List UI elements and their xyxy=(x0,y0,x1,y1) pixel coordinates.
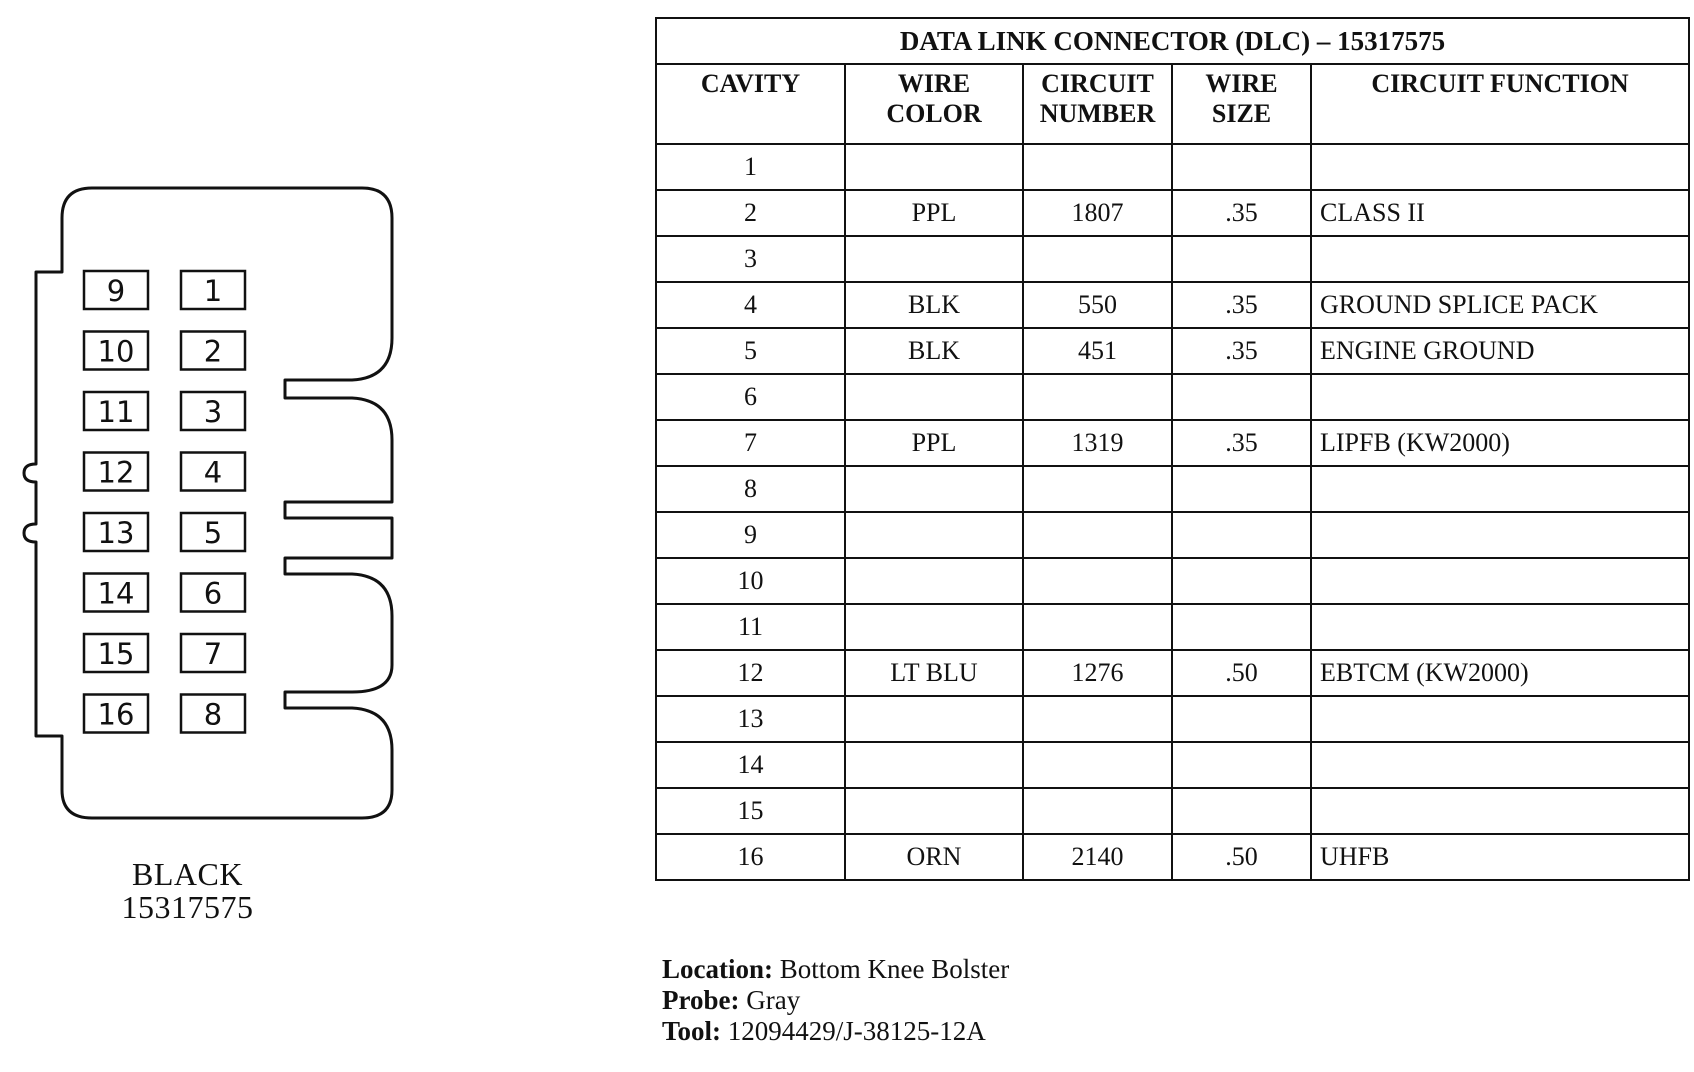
cavity-cell: 3 xyxy=(656,236,845,282)
wire-size-cell: .35 xyxy=(1172,420,1311,466)
circuit-function-cell: ENGINE GROUND xyxy=(1311,328,1689,374)
wire-size-cell xyxy=(1172,374,1311,420)
wire-color-cell xyxy=(845,512,1023,558)
table-row xyxy=(656,558,1689,604)
wire-color-cell: BLK xyxy=(845,282,1023,328)
pin-number-label: 11 xyxy=(97,395,135,429)
circuit-number-cell: 451 xyxy=(1023,328,1172,374)
circuit-function-cell: EBTCM (KW2000) xyxy=(1311,650,1689,696)
location-value: Bottom Knee Bolster xyxy=(779,954,1010,984)
wire-size-cell xyxy=(1172,144,1311,190)
cavity-cell: 11 xyxy=(656,604,845,650)
circuit-number-cell xyxy=(1023,512,1172,558)
wire-color-cell: BLK xyxy=(845,328,1023,374)
pin-number-label: 10 xyxy=(97,334,135,369)
wire-size-cell xyxy=(1172,236,1311,282)
pin-number-label: 16 xyxy=(97,697,135,732)
wire-color-cell xyxy=(845,374,1023,420)
cavity-cell: 16 xyxy=(656,834,845,880)
table-row xyxy=(656,696,1689,742)
pin-number-label: 5 xyxy=(203,516,223,550)
table-row xyxy=(656,742,1689,788)
header-circuit-number: CIRCUIT NUMBER xyxy=(1023,64,1172,144)
tool-value: 12094429/J-38125-12A xyxy=(727,1016,986,1046)
cavity-cell: 7 xyxy=(656,420,845,466)
wire-size-cell xyxy=(1172,512,1311,558)
cavity-cell: 14 xyxy=(656,742,845,788)
pin-number-label: 6 xyxy=(203,576,223,611)
pin-number-label: 4 xyxy=(203,455,223,490)
circuit-number-cell xyxy=(1023,788,1172,834)
circuit-number-cell: 1319 xyxy=(1023,420,1172,466)
wire-size-cell xyxy=(1172,742,1311,788)
cavity-cell: 1 xyxy=(656,144,845,190)
wire-size-cell: .50 xyxy=(1172,834,1311,880)
wire-size-cell: .35 xyxy=(1172,282,1311,328)
wire-size-cell xyxy=(1172,558,1311,604)
table-row xyxy=(656,374,1689,420)
wire-color-cell: LT BLU xyxy=(845,650,1023,696)
pin-number-label: 8 xyxy=(203,697,223,732)
header-wire-color: WIRE COLOR xyxy=(845,64,1023,144)
circuit-number-cell xyxy=(1023,236,1172,282)
wire-color-cell xyxy=(845,604,1023,650)
circuit-number-cell xyxy=(1023,742,1172,788)
circuit-function-cell xyxy=(1311,558,1689,604)
wire-size-cell: .50 xyxy=(1172,650,1311,696)
pin-number-label: 1 xyxy=(203,274,223,308)
cavity-cell: 6 xyxy=(656,374,845,420)
pin-number-label: 12 xyxy=(97,455,135,490)
circuit-function-cell: GROUND SPLICE PACK xyxy=(1311,282,1689,328)
header-cavity: CAVITY xyxy=(656,64,845,144)
pin-number-label: 9 xyxy=(106,274,126,308)
circuit-number-cell xyxy=(1023,604,1172,650)
wire-color-cell xyxy=(845,788,1023,834)
pin-number-label: 7 xyxy=(203,637,223,671)
circuit-number-cell: 550 xyxy=(1023,282,1172,328)
cavity-cell: 15 xyxy=(656,788,845,834)
circuit-number-cell: 1807 xyxy=(1023,190,1172,236)
cavity-cell: 4 xyxy=(656,282,845,328)
wire-color-cell xyxy=(845,558,1023,604)
table-row xyxy=(656,420,1689,466)
circuit-function-cell: UHFB xyxy=(1311,834,1689,880)
wire-size-cell xyxy=(1172,788,1311,834)
wire-color-cell xyxy=(845,466,1023,512)
connector-notes xyxy=(662,954,1009,1047)
table-row xyxy=(656,650,1689,696)
header-wire-size: WIRE SIZE xyxy=(1172,64,1311,144)
circuit-number-cell xyxy=(1023,696,1172,742)
wire-size-cell: .35 xyxy=(1172,190,1311,236)
cavity-cell: 5 xyxy=(656,328,845,374)
probe-line xyxy=(662,985,1009,1016)
circuit-function-cell xyxy=(1311,144,1689,190)
wire-size-cell xyxy=(1172,466,1311,512)
tool-line xyxy=(662,1016,1009,1047)
probe-label: Probe: xyxy=(662,985,740,1015)
wire-color-cell: PPL xyxy=(845,190,1023,236)
cavity-cell: 10 xyxy=(656,558,845,604)
wire-size-cell xyxy=(1172,604,1311,650)
table-row xyxy=(656,466,1689,512)
connector-part-number: 15317575 xyxy=(121,889,254,925)
table-row xyxy=(656,328,1689,374)
circuit-function-cell: CLASS II xyxy=(1311,190,1689,236)
wire-color-cell xyxy=(845,236,1023,282)
connector-face-diagram xyxy=(0,0,420,840)
table-row xyxy=(656,834,1689,880)
wire-color-cell: ORN xyxy=(845,834,1023,880)
circuit-function-cell xyxy=(1311,374,1689,420)
circuit-function-cell xyxy=(1311,788,1689,834)
wire-color-cell: PPL xyxy=(845,420,1023,466)
wire-color-cell xyxy=(845,144,1023,190)
circuit-function-cell xyxy=(1311,512,1689,558)
circuit-function-cell xyxy=(1311,236,1689,282)
cavity-cell: 8 xyxy=(656,466,845,512)
cavity-cell: 12 xyxy=(656,650,845,696)
pin-number-label: 14 xyxy=(97,576,135,611)
pin-number-label: 15 xyxy=(97,637,135,671)
location-label: Location: xyxy=(662,954,773,984)
pin-number-label: 3 xyxy=(203,395,223,429)
table-row xyxy=(656,190,1689,236)
probe-value: Gray xyxy=(746,985,801,1015)
circuit-function-cell: LIPFB (KW2000) xyxy=(1311,420,1689,466)
location-line xyxy=(662,954,1009,985)
table-row xyxy=(656,512,1689,558)
circuit-number-cell xyxy=(1023,466,1172,512)
wire-size-cell xyxy=(1172,696,1311,742)
circuit-number-cell xyxy=(1023,374,1172,420)
cavity-cell: 9 xyxy=(656,512,845,558)
header-circuit-function: CIRCUIT FUNCTION xyxy=(1311,64,1689,144)
pin-number-label: 13 xyxy=(97,516,135,550)
connector-color-label: BLACK xyxy=(132,856,243,892)
table-row xyxy=(656,604,1689,650)
wire-size-cell: .35 xyxy=(1172,328,1311,374)
circuit-function-cell xyxy=(1311,696,1689,742)
table-row xyxy=(656,282,1689,328)
circuit-function-cell xyxy=(1311,466,1689,512)
table-row xyxy=(656,788,1689,834)
table-row xyxy=(656,236,1689,282)
cavity-cell: 2 xyxy=(656,190,845,236)
circuit-number-cell xyxy=(1023,558,1172,604)
table-title: DATA LINK CONNECTOR (DLC) – 15317575 xyxy=(656,18,1689,64)
circuit-function-cell xyxy=(1311,742,1689,788)
circuit-number-cell xyxy=(1023,144,1172,190)
cavity-cell: 13 xyxy=(656,696,845,742)
circuit-function-cell xyxy=(1311,604,1689,650)
wire-color-cell xyxy=(845,696,1023,742)
wire-color-cell xyxy=(845,742,1023,788)
tool-label: Tool: xyxy=(662,1016,722,1046)
table-row xyxy=(656,144,1689,190)
dlc-pinout-table xyxy=(655,17,1690,881)
circuit-number-cell: 1276 xyxy=(1023,650,1172,696)
pin-number-label: 2 xyxy=(203,334,223,369)
circuit-number-cell: 2140 xyxy=(1023,834,1172,880)
